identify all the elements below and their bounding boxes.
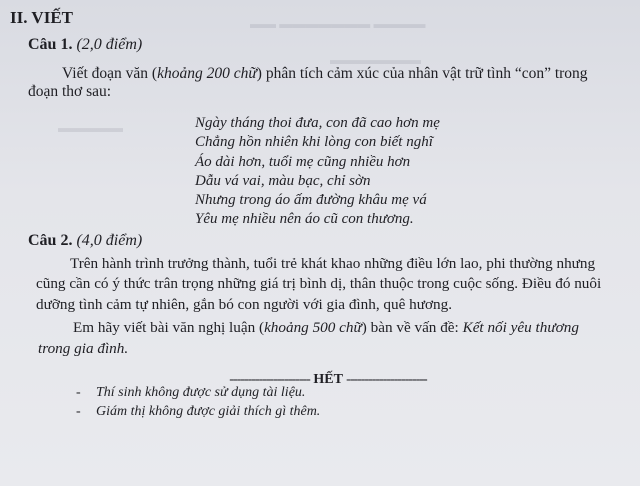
- poem-line: Nhưng trong áo ấm đường khâu mẹ vá: [195, 192, 427, 208]
- note-item: [76, 386, 305, 400]
- poem-line: Ngày tháng thoi đưa, con đã cao hơn mẹ: [195, 115, 440, 131]
- poem-line: Dẫu vá vai, màu bạc, chỉ sờn: [195, 173, 371, 189]
- question-1-heading: [28, 37, 142, 53]
- question-2-paragraph-line: dưỡng tình cảm tự nhiên, gắn bó con người với gia đình, quê hương.: [36, 296, 452, 313]
- question-2-length: khoảng 500 chữ: [264, 319, 362, 336]
- question-2-topic: Kết nối yêu thương: [462, 319, 579, 336]
- note-bullet: -: [76, 404, 81, 419]
- question-1-points: (2,0 điểm): [76, 36, 143, 53]
- show-through-text: ▬▬ ▬▬▬▬▬▬▬ ▬▬▬▬: [250, 16, 426, 31]
- question-2-points: (4,0 điểm): [76, 232, 143, 249]
- poem-line: Chẳng hồn nhiên khi lòng con biết nghĩ: [195, 134, 433, 150]
- question-1-prompt-line-2: đoạn thơ sau:: [28, 83, 112, 100]
- question-2-paragraph-line: Trên hành trình trưởng thành, tuổi trẻ khát khao những điều lớn lao, phi thường nhưng: [70, 255, 596, 272]
- show-through-text: ▬▬▬▬▬▬▬: [330, 52, 421, 67]
- end-dash-left: ----------------------: [229, 372, 310, 387]
- end-dash-right: ----------------------: [346, 372, 427, 387]
- question-2-heading: [28, 233, 142, 249]
- poem-line: Áo dài hơn, tuổi mẹ cũng nhiều hơn: [195, 154, 411, 170]
- question-2-prompt-line-1: Em hãy viết bài văn nghị luận (khoảng 500 chữ) bàn về vấn đề: Kết nối yêu thương: [73, 319, 579, 336]
- question-2-label: Câu 2.: [28, 232, 73, 249]
- show-through-text: ▬▬▬▬▬: [58, 120, 123, 135]
- section-title: II. VIẾT: [10, 8, 73, 27]
- note-text: Thí sinh không được sử dụng tài liệu.: [96, 385, 306, 400]
- question-1-prompt-line-1: Viết đoạn văn (khoảng 200 chữ) phân tích cảm xúc của nhân vật trữ tình “con” trong: [62, 65, 588, 82]
- question-1-label: Câu 1.: [28, 36, 73, 53]
- end-label: HẾT: [313, 372, 343, 387]
- note-text: Giám thị không được giải thích gì thêm.: [96, 404, 321, 419]
- question-1-length: khoảng 200 chữ: [157, 65, 257, 82]
- poem-line: Yêu mẹ nhiều nên áo cũ con thương.: [195, 211, 414, 227]
- note-bullet: -: [76, 385, 81, 400]
- question-2-paragraph-line: cũng cần có ý thức trân trọng những giá trị bình dị, thân thuộc trong cuộc sống. Điều đó nuôi: [36, 275, 602, 292]
- note-item: [76, 405, 320, 419]
- question-2-topic-line-2: trong gia đình.: [38, 340, 129, 357]
